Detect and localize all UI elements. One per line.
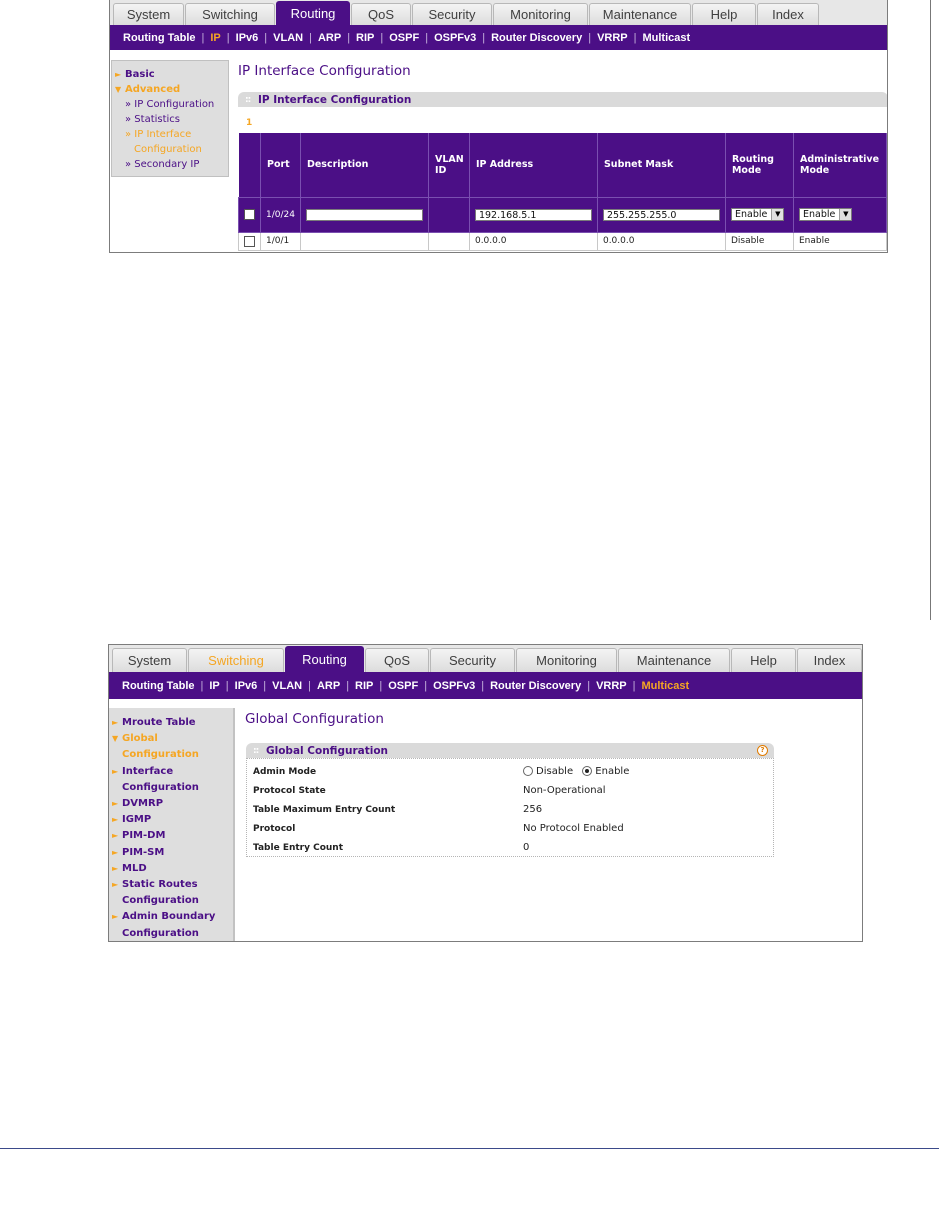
subnav-ipv6[interactable]: IPv6	[235, 31, 259, 44]
table-header-row	[239, 133, 887, 197]
subnav-ospfv3[interactable]: OSPFv3	[434, 31, 477, 44]
grip-icon: ::	[245, 94, 251, 105]
left-nav	[109, 708, 235, 941]
chevron-right-icon: ►	[112, 912, 119, 922]
description-cell	[300, 232, 428, 250]
vlan-id-cell	[428, 197, 469, 232]
col-vlan-id: VLAN ID	[428, 133, 469, 197]
nav-label: Global	[122, 733, 158, 745]
routing-mode-cell	[725, 197, 793, 232]
col-routing-mode: Routing Mode	[725, 133, 793, 197]
page-title: Global Configuration	[245, 711, 384, 727]
nav-ip-interface-configuration[interactable]: » IP Interface	[125, 129, 192, 140]
col-select	[239, 133, 261, 197]
section-header	[238, 92, 888, 107]
protocol-value: No Protocol Enabled	[523, 823, 624, 834]
page-number-link[interactable]: 1	[246, 118, 253, 128]
subnav-arp[interactable]: ARP	[317, 31, 342, 44]
table-entry-count-value: 0	[523, 842, 530, 853]
subnet-mask-input[interactable]: 255.255.255.0	[603, 209, 720, 221]
protocol-state-label: Protocol State	[253, 786, 326, 796]
tab-qos[interactable]: QoS	[365, 648, 429, 672]
nav-label: Interface	[122, 765, 174, 777]
ip-interface-table	[238, 133, 887, 251]
nav-static-routes-configuration-line2[interactable]: Configuration	[122, 895, 199, 907]
nav-advanced[interactable]	[112, 82, 228, 97]
admin-mode-value: Enable	[802, 209, 836, 220]
col-ip-address: IP Address	[469, 133, 597, 197]
chevron-down-icon: ▼	[115, 85, 122, 94]
nav-ip-configuration[interactable]: » IP Configuration	[125, 99, 215, 110]
chevron-right-icon: ►	[112, 863, 119, 873]
nav-dvmrp[interactable]	[109, 796, 233, 812]
tab-routing[interactable]: Routing	[285, 646, 364, 672]
subnav-vlan[interactable]: VLAN	[272, 679, 303, 692]
tab-system[interactable]: System	[112, 648, 187, 672]
table-max-entry-count-row	[253, 801, 767, 820]
nav-label: Static Routes	[122, 879, 198, 891]
page-margin-line	[930, 0, 931, 620]
sub-nav-bar: Routing Table | IP | IPv6 | VLAN | ARP | RIP | OSPF | OSPFv3 | Router Discovery | VRRP | Multicast	[109, 672, 862, 699]
nav-label: DVMRP	[122, 798, 164, 810]
nav-global-configuration[interactable]	[109, 731, 233, 747]
tab-routing[interactable]: Routing	[276, 1, 350, 25]
tab-index[interactable]: Index	[797, 648, 862, 672]
chevron-right-icon: ►	[112, 718, 119, 727]
subnav-routing-table[interactable]: Routing Table	[122, 679, 195, 692]
tab-security[interactable]: Security	[412, 3, 492, 25]
chevron-right-icon: ►	[112, 880, 119, 890]
chevron-right-icon: ►	[112, 766, 119, 776]
table-max-entry-count-value: 256	[523, 804, 543, 815]
port-cell: 1/0/24	[261, 197, 301, 232]
subnav-router-discovery[interactable]: Router Discovery	[491, 31, 583, 44]
nav-advanced-label: Advanced	[125, 84, 181, 95]
tab-switching[interactable]: Switching	[188, 648, 284, 672]
subnav-vlan[interactable]: VLAN	[273, 31, 304, 44]
select-cell	[239, 232, 261, 250]
nav-mld[interactable]	[109, 861, 233, 877]
table-row	[239, 232, 887, 250]
table-max-entry-count-label: Table Maximum Entry Count	[253, 805, 396, 815]
subnav-ospfv3[interactable]: OSPFv3	[433, 679, 476, 692]
description-input[interactable]	[306, 209, 423, 221]
routing-mode-value: Enable	[734, 209, 768, 220]
row-select-checkbox[interactable]	[244, 209, 255, 220]
page-title: IP Interface Configuration	[238, 63, 411, 79]
tab-monitoring[interactable]: Monitoring	[493, 3, 588, 25]
help-icon[interactable]: ?	[757, 745, 768, 756]
ip-address-cell: 0.0.0.0	[469, 232, 597, 250]
subnav-routing-table[interactable]: Routing Table	[123, 31, 196, 44]
tab-help[interactable]: Help	[692, 3, 756, 25]
tab-maintenance[interactable]: Maintenance	[589, 3, 691, 25]
routing-mode-select[interactable]	[731, 208, 784, 221]
admin-mode-enable-radio[interactable]	[582, 766, 592, 776]
section-title: IP Interface Configuration	[258, 93, 412, 106]
tab-help[interactable]: Help	[731, 648, 796, 672]
subnav-ip[interactable]: IP	[209, 679, 220, 692]
nav-igmp[interactable]	[109, 812, 233, 828]
protocol-label: Protocol	[253, 824, 296, 834]
protocol-state-row	[253, 782, 767, 801]
ip-address-cell	[469, 197, 597, 232]
table-edit-row	[239, 197, 887, 232]
subnav-vrrp[interactable]: VRRP	[596, 679, 627, 692]
ip-address-input[interactable]: 192.168.5.1	[475, 209, 592, 221]
port-cell: 1/0/1	[261, 232, 301, 250]
col-subnet-mask: Subnet Mask	[597, 133, 725, 197]
admin-mode-radio-group	[523, 766, 629, 777]
vlan-id-cell	[428, 232, 469, 250]
chevron-down-icon: ▼	[112, 734, 119, 744]
subnav-vrrp[interactable]: VRRP	[597, 31, 628, 44]
nav-ip-interface-configuration-line2[interactable]: Configuration	[134, 144, 202, 155]
left-nav	[111, 60, 229, 177]
chevron-right-icon: ►	[112, 799, 119, 809]
dropdown-arrow-icon: ▼	[771, 209, 783, 220]
nav-global-configuration-line2[interactable]: Configuration	[122, 749, 199, 761]
nav-mroute-table[interactable]	[109, 715, 233, 731]
tab-switching[interactable]: Switching	[185, 3, 275, 25]
sub-nav-bar: Routing Table | IP | IPv6 | VLAN | ARP | RIP | OSPF | OSPFv3 | Router Discovery | VRRP | Multicast	[110, 25, 887, 50]
nav-admin-boundary-configuration[interactable]	[109, 909, 233, 925]
section-title: Global Configuration	[266, 744, 389, 757]
nav-admin-boundary-configuration-line2[interactable]: Configuration	[122, 927, 199, 939]
disable-option-label: Disable	[536, 766, 574, 777]
select-cell	[239, 197, 261, 232]
nav-label: IGMP	[122, 814, 152, 826]
subnav-multicast[interactable]: Multicast	[641, 679, 690, 692]
nav-basic[interactable]	[112, 67, 228, 82]
col-port: Port	[261, 133, 301, 197]
subnav-ipv6[interactable]: IPv6	[234, 679, 258, 692]
admin-mode-select[interactable]	[799, 208, 852, 221]
nav-static-routes-configuration[interactable]	[109, 877, 233, 893]
subnav-ospf[interactable]: OSPF	[389, 31, 420, 44]
admin-mode-cell: Enable	[793, 232, 886, 250]
table-entry-count-row	[253, 839, 767, 858]
main-tab-bar	[109, 645, 862, 672]
nav-label: PIM-SM	[122, 846, 165, 858]
tab-qos[interactable]: QoS	[351, 3, 411, 25]
nav-label: PIM-DM	[122, 830, 166, 842]
nav-label: Mroute Table	[122, 717, 196, 728]
protocol-state-value: Non-Operational	[523, 785, 606, 796]
chevron-right-icon: ►	[112, 847, 119, 857]
col-admin-mode: Administrative Mode	[793, 133, 886, 197]
chevron-right-icon: ►	[112, 831, 119, 841]
col-description: Description	[300, 133, 428, 197]
nav-basic-label: Basic	[125, 69, 155, 80]
grip-icon: ::	[253, 745, 259, 756]
protocol-row	[253, 820, 767, 839]
table-entry-count-label: Table Entry Count	[253, 843, 344, 853]
global-config-form	[246, 758, 774, 857]
nav-label: Admin Boundary	[122, 911, 216, 923]
description-cell	[300, 197, 428, 232]
subnet-mask-cell	[597, 197, 725, 232]
admin-mode-label: Admin Mode	[253, 767, 317, 777]
nav-secondary-ip[interactable]: » Secondary IP	[125, 159, 200, 170]
routing-mode-cell: Disable	[725, 232, 793, 250]
main-tab-bar	[110, 0, 887, 25]
tab-system[interactable]: System	[113, 3, 184, 25]
nav-pim-sm[interactable]	[109, 845, 233, 861]
subnav-multicast[interactable]: Multicast	[642, 31, 691, 44]
nav-statistics[interactable]: » Statistics	[125, 114, 181, 125]
admin-mode-row	[253, 763, 767, 782]
nav-pim-dm[interactable]	[109, 828, 233, 844]
subnav-ip[interactable]: IP	[210, 31, 221, 44]
multicast-global-config-screenshot	[108, 644, 863, 942]
nav-interface-configuration[interactable]	[109, 764, 233, 780]
footer-rule	[0, 1148, 939, 1149]
tab-index[interactable]: Index	[757, 3, 819, 25]
subnav-ospf[interactable]: OSPF	[388, 679, 419, 692]
enable-option-label: Enable	[595, 766, 630, 777]
subnav-router-discovery[interactable]: Router Discovery	[490, 679, 582, 692]
subnav-rip[interactable]: RIP	[356, 31, 375, 44]
nav-label: MLD	[122, 862, 147, 874]
subnav-rip[interactable]: RIP	[355, 679, 374, 692]
tab-security[interactable]: Security	[430, 648, 515, 672]
dropdown-arrow-icon: ▼	[839, 209, 851, 220]
chevron-right-icon: ►	[112, 815, 119, 825]
tab-monitoring[interactable]: Monitoring	[516, 648, 617, 672]
tab-maintenance[interactable]: Maintenance	[618, 648, 730, 672]
ip-interface-config-screenshot	[109, 0, 888, 253]
row-select-checkbox[interactable]	[244, 236, 255, 247]
admin-mode-disable-radio[interactable]	[523, 766, 533, 776]
nav-interface-configuration-line2[interactable]: Configuration	[122, 781, 199, 793]
section-header	[246, 743, 774, 758]
chevron-right-icon: ►	[115, 70, 122, 79]
subnet-mask-cell: 0.0.0.0	[597, 232, 725, 250]
subnav-arp[interactable]: ARP	[316, 679, 341, 692]
admin-mode-cell	[793, 197, 886, 232]
